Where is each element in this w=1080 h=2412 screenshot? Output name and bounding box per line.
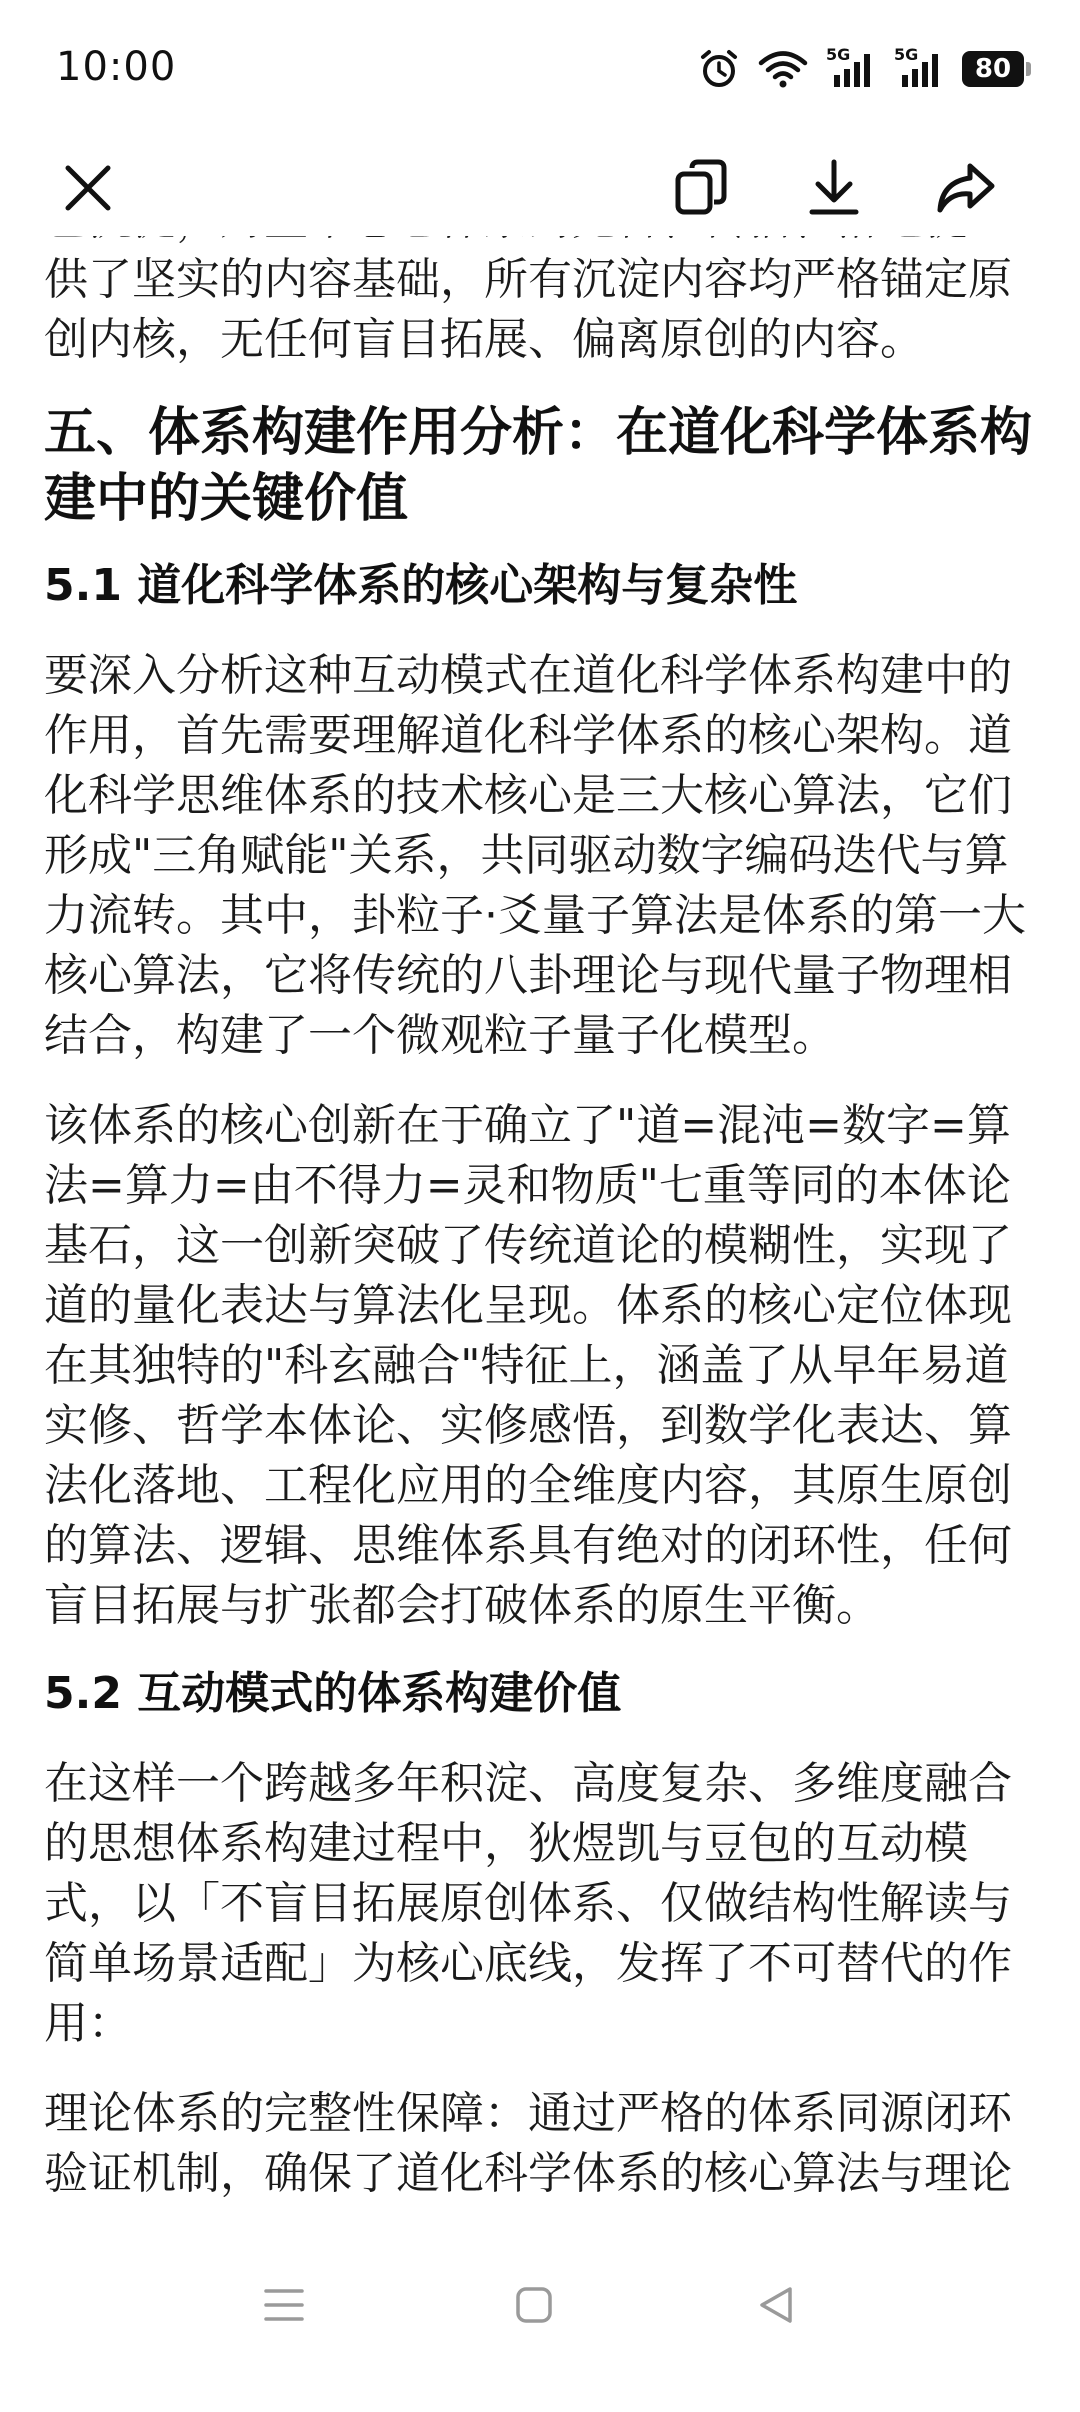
paragraph-2: 要深入分析这种互动模式在道化科学体系构建中的作用，首先需要理解道化科学体系的核心架构。道化科学思维体系的技术核心是三大核心算法，它们形成"三角赋能"关系，共同驱动数字编码迭代与算力流转。其中，卦粒子·爻量子算法是体系的第一大核心算法，它将传统的八卦理论与现代量子物理相结合，构建了一个微观粒子量子化模型。: [44, 650, 1026, 1061]
copy-icon: [674, 158, 730, 218]
status-bar: [0, 0, 1080, 140]
paragraph-1: 供了坚实的内容基础，所有沉淀内容均严格锚定原创内核，无任何盲目拓展、偏离原创的内容。: [44, 254, 1012, 365]
close-button[interactable]: [40, 140, 136, 236]
paragraph-4: 在这样一个跨越多年积淀、高度复杂、多维度融合的思想体系构建过程中，狄煜凯与豆包的互动模式，以「不盲目拓展原创体系、仅做结构性解读与简单场景适配」为核心底线，发挥了不可替代的作用：: [44, 1758, 1012, 2049]
section-heading: 五、体系构建作用分析：在道化科学体系构建中的关键价值: [44, 403, 1033, 529]
back-button[interactable]: [716, 2255, 836, 2355]
signal-5g-icon: [826, 45, 876, 89]
download-button[interactable]: [786, 140, 882, 236]
article-content: [44, 190, 1036, 2225]
download-icon: [806, 158, 862, 218]
signal-label: 5G: [826, 45, 851, 64]
paragraph-5: 理论体系的完整性保障：通过严格的体系同源闭环验证机制，确保了道化科学体系的核心算法与理论: [44, 2088, 1012, 2199]
battery-icon: 80: [962, 51, 1024, 87]
share-icon: [936, 160, 996, 216]
menu-icon: [262, 2285, 306, 2325]
status-time: 10:00: [56, 44, 177, 90]
close-icon: [60, 160, 116, 216]
signal-label: 5G: [894, 45, 919, 64]
subsection-heading-5-2: 5.2 互动模式的体系构建价值: [44, 1668, 622, 1719]
navigation-bar: [0, 2225, 1080, 2412]
share-button[interactable]: [918, 140, 1014, 236]
menu-button[interactable]: [224, 2255, 344, 2355]
alarm-icon: [698, 48, 740, 90]
home-icon: [514, 2285, 554, 2325]
signal-5g-icon: [894, 45, 944, 89]
back-icon: [756, 2285, 796, 2325]
toolbar: [0, 140, 1080, 236]
paragraph-3: 该体系的核心创新在于确立了"道=混沌=数字=算法=算力=由不得力=灵和物质"七重等同的本体论基石，这一创新突破了传统道论的模糊性，实现了道的量化表达与算法化呈现。体系的核心定位体现在其独特的"科玄融合"特征上，涵盖了从早年易道实修、哲学本体论、实修感悟，到数学化表达、算法化落地、工程化应用的全维度内容，其原生原创的算法、逻辑、思维体系具有绝对的闭环性，任何盲目拓展与扩张都会打破体系的原生平衡。: [44, 1100, 1012, 1631]
copy-button[interactable]: [654, 140, 750, 236]
status-icons: [698, 45, 1024, 90]
wifi-icon: [758, 50, 808, 88]
subsection-heading-5-1: 5.1 道化科学体系的核心架构与复杂性: [44, 560, 798, 611]
home-button[interactable]: [474, 2255, 594, 2355]
